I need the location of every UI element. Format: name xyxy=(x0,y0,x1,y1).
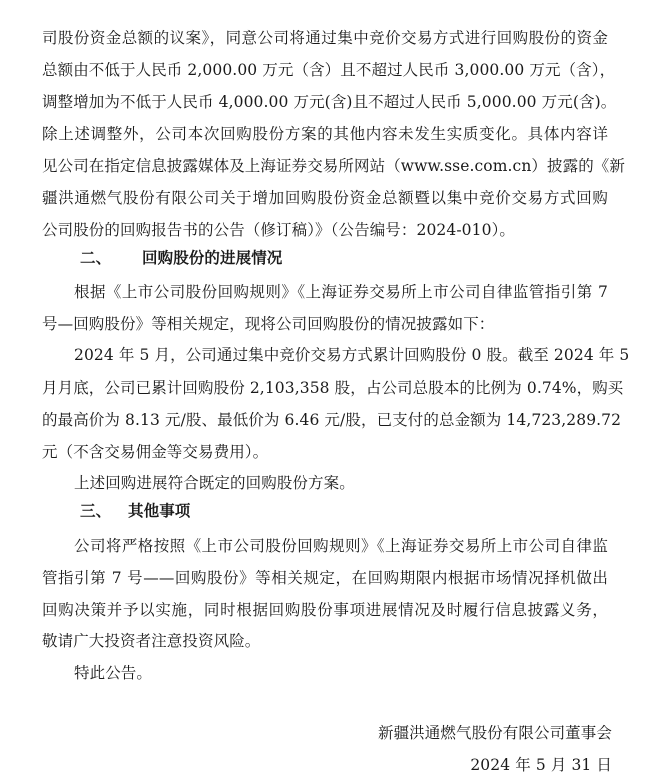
paragraph-line: 疆洪通燃气股份有限公司关于增加回购股份资金总额暨以集中竞价交易方式回购 xyxy=(42,189,608,207)
paragraph-line: 敬请广大投资者注意投资风险。 xyxy=(42,632,261,650)
paragraph-line: 司股份资金总额的议案》，同意公司将通过集中竞价交易方式进行回购股份的资金 xyxy=(42,29,608,47)
paragraph-line: 管指引第 7 号——回购股份》等相关规定，在回购期限内根据市场情况择机做出 xyxy=(42,569,608,587)
paragraph-line: 公司将严格按照《上市公司股份回购规则》《上海证券交易所上市公司自律监 xyxy=(74,537,608,555)
section-title: 回购股份的进展情况 xyxy=(142,249,283,267)
signature-date: 2024 年 5 月 31 日 xyxy=(470,756,612,774)
paragraph-line: 总额由不低于人民币 2,000.00 万元（含）且不超过人民币 3,000.00 万元（含）， xyxy=(42,61,616,79)
section-title: 其他事项 xyxy=(128,502,191,520)
section-heading xyxy=(80,247,282,269)
signature-company: 新疆洪通燃气股份有限公司董事会 xyxy=(377,724,612,742)
paragraph-line: 见公司在指定信息披露媒体及上海证券交易所网站（www.sse.com.cn）披露的《新 xyxy=(42,157,626,175)
paragraph-line: 根据《上市公司股份回购规则》《上海证券交易所上市公司自律监管指引第 7 xyxy=(74,283,608,301)
paragraph-line: 的最高价为 8.13 元/股、最低价为 6.46 元/股，已支付的总金额为 14,723,289.72 xyxy=(42,411,622,429)
paragraph-line: 回购决策并予以实施，同时根据回购股份事项进展情况及时履行信息披露义务， xyxy=(42,601,608,619)
paragraph-line: 上述回购进展符合既定的回购股份方案。 xyxy=(74,474,355,492)
section-number: 三、 xyxy=(80,502,112,520)
paragraph-line: 号—回购股份》等相关规定，现将公司回购股份的情况披露如下： xyxy=(42,315,495,333)
paragraph-line: 调整增加为不低于人民币 4,000.00 万元(含)且不超过人民币 5,000.00 万元(含)。 xyxy=(42,93,617,111)
paragraph-line: 除上述调整外，公司本次回购股份方案的其他内容未发生实质变化。具体内容详 xyxy=(42,125,608,143)
section-heading xyxy=(80,500,190,522)
section-number: 二、 xyxy=(80,249,112,267)
paragraph-line: 2024 年 5 月，公司通过集中竞价交易方式累计回购股份 0 股。截至 2024 年 5 xyxy=(74,346,630,364)
paragraph-line: 公司股份的回购报告书的公告（修订稿）》（公告编号：2024-010）。 xyxy=(42,221,516,239)
paragraph-line: 月月底，公司已累计回购股份 2,103,358 股，占公司总股本的比例为 0.74%，购买 xyxy=(42,379,624,397)
paragraph-line: 元（不含交易佣金等交易费用）。 xyxy=(42,443,269,461)
closing-text: 特此公告。 xyxy=(74,664,153,682)
